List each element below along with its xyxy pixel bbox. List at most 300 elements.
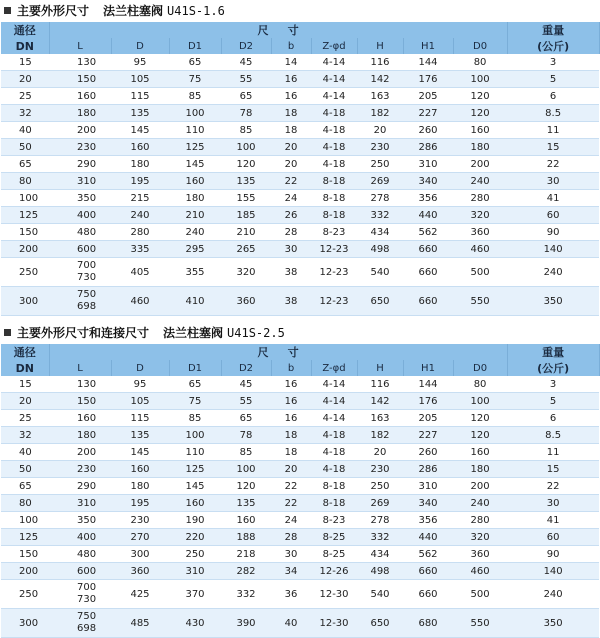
table-cell: 320 [221,258,271,287]
table-cell: 210 [169,207,221,224]
table-cell: 660 [403,287,453,316]
table-cell: 498 [357,241,403,258]
table-cell: 335 [111,241,169,258]
table-cell: 125 [1,207,49,224]
table-row [1,88,599,105]
table-cell: 30 [271,241,311,258]
table-cell: 5 [507,393,599,410]
table-cell: 4-14 [311,88,357,105]
table-cell: 180 [111,156,169,173]
table-row [1,546,599,563]
table-cell: 290 [49,156,111,173]
table-cell: 120 [453,427,507,444]
table-cell: 680 [403,609,453,638]
table-cell: 12-23 [311,258,357,287]
table-cell: 135 [111,427,169,444]
table-cell: 460 [111,287,169,316]
table-cell: 6 [507,88,599,105]
table-row [1,173,599,190]
table-cell: 90 [507,546,599,563]
table-cell: 282 [221,563,271,580]
table-cell: 350 [49,512,111,529]
table-cell: 65 [1,156,49,173]
table-cell: 5 [507,71,599,88]
table-cell: 340 [403,495,453,512]
table-cell: 300 [111,546,169,563]
column-header: D [111,38,169,54]
table-cell: 185 [221,207,271,224]
table-cell: 80 [1,495,49,512]
table-cell: 500 [453,258,507,287]
table-cell: 100 [453,71,507,88]
table-cell: 22 [507,156,599,173]
table-cell: 660 [403,563,453,580]
cell-value: 730 [77,272,97,283]
table-cell: 562 [403,224,453,241]
table-cell: 8.5 [507,105,599,122]
column-header: D1 [169,38,221,54]
weight-unit-header: (公斤) [507,38,599,54]
table-cell: 434 [357,546,403,563]
column-header: H [357,38,403,54]
table-cell: 270 [111,529,169,546]
table-cell: 8-18 [311,495,357,512]
table-cell: 145 [111,122,169,139]
table-cell: 176 [403,393,453,410]
bullet-square-icon [4,7,11,14]
table-cell: 20 [271,156,311,173]
table-cell: 280 [453,512,507,529]
table-cell: 55 [221,393,271,410]
table-cell: 562 [403,546,453,563]
table-cell: 200 [49,444,111,461]
table-cell: 600 [49,241,111,258]
table-cell: 116 [357,54,403,71]
table-cell: 25 [1,410,49,427]
table-cell: 125 [169,139,221,156]
table-cell: 16 [271,376,311,393]
table-cell: 250 [357,478,403,495]
table-cell: 100 [221,461,271,478]
table-cell: 434 [357,224,403,241]
table-cell: 16 [271,88,311,105]
table-cell: 160 [453,122,507,139]
dimensions-header: 尺 寸 [49,22,507,38]
table-cell: 22 [271,478,311,495]
table-cell: 4-14 [311,393,357,410]
table-cell: 3 [507,54,599,71]
column-header: L [49,38,111,54]
column-header: D2 [221,38,271,54]
table-cell: 4-14 [311,54,357,71]
table-cell: 220 [169,529,221,546]
dimensions-header: 尺 寸 [49,344,507,360]
table-cell: 145 [111,444,169,461]
table-cell: 130 [49,54,111,71]
table-cell: 540 [357,580,403,609]
table-cell [49,609,111,638]
table-cell: 355 [169,258,221,287]
table-cell: 350 [49,190,111,207]
table-cell: 360 [221,287,271,316]
table-cell: 20 [1,71,49,88]
table-cell: 20 [357,122,403,139]
table-cell: 20 [357,444,403,461]
table-cell: 100 [221,139,271,156]
table-cell: 145 [169,156,221,173]
table-row [1,427,599,444]
table-cell: 20 [1,393,49,410]
table-cell: 142 [357,393,403,410]
table-cell: 18 [271,427,311,444]
table-cell: 34 [271,563,311,580]
table-cell: 65 [221,410,271,427]
table-cell: 190 [169,512,221,529]
table-cell: 160 [169,173,221,190]
column-header: H1 [403,360,453,376]
table-cell: 100 [169,427,221,444]
table-cell: 180 [453,461,507,478]
table-cell: 280 [453,190,507,207]
table-cell: 18 [271,444,311,461]
table-cell: 32 [1,427,49,444]
table-cell: 200 [1,563,49,580]
column-header: b [271,38,311,54]
table-cell: 205 [403,88,453,105]
table-cell: 230 [49,139,111,156]
table-cell: 95 [111,54,169,71]
table-cell: 100 [169,105,221,122]
table-cell: 55 [221,71,271,88]
table-cell: 240 [507,580,599,609]
table-row [1,444,599,461]
table-cell: 22 [271,495,311,512]
table-cell [49,287,111,316]
table-cell: 40 [1,122,49,139]
table-cell: 8-25 [311,546,357,563]
table-cell: 480 [49,224,111,241]
table-cell: 80 [453,376,507,393]
table-cell: 160 [49,88,111,105]
table-cell: 150 [1,546,49,563]
table-cell: 15 [1,54,49,71]
table-cell: 310 [49,495,111,512]
table-cell: 440 [403,207,453,224]
table-cell: 8-18 [311,207,357,224]
table-cell: 360 [111,563,169,580]
table-row [1,139,599,156]
table-cell: 4-14 [311,376,357,393]
table-cell: 20 [271,139,311,156]
table-cell: 28 [271,224,311,241]
table-cell: 460 [453,241,507,258]
column-header: Z-φd [311,360,357,376]
table-cell: 265 [221,241,271,258]
table-row [1,156,599,173]
table-cell: 16 [271,410,311,427]
section-title-prefix: 主要外形尺寸 [17,4,90,18]
table-cell: 80 [453,54,507,71]
table-cell: 195 [111,495,169,512]
table-row [1,258,599,287]
section-title-model: U41S-1.6 [167,4,225,18]
table-cell: 210 [221,224,271,241]
table-cell: 40 [271,609,311,638]
cell-value: 700 [77,260,97,271]
table-cell: 8-25 [311,529,357,546]
table-cell: 200 [1,241,49,258]
table-cell: 230 [357,139,403,156]
table-cell: 14 [271,54,311,71]
table-cell: 280 [111,224,169,241]
table-cell: 320 [453,529,507,546]
weight-unit-header: (公斤) [507,360,599,376]
table-cell: 360 [453,546,507,563]
table-cell: 15 [507,139,599,156]
table-cell: 110 [169,122,221,139]
table-cell: 85 [169,410,221,427]
table-cell: 180 [49,105,111,122]
table-cell: 36 [271,580,311,609]
table-cell: 38 [271,258,311,287]
table-cell: 160 [111,461,169,478]
table-cell: 250 [357,156,403,173]
section-title-name: 法兰柱塞阀 [163,326,224,340]
table-cell: 12-23 [311,287,357,316]
table-cell: 600 [49,563,111,580]
table-cell: 356 [403,512,453,529]
table-cell: 240 [453,495,507,512]
table-cell: 24 [271,512,311,529]
header-row-bottom [1,38,599,54]
column-header: L [49,360,111,376]
table-cell: 28 [271,529,311,546]
table-row [1,105,599,122]
table-cell: 400 [49,207,111,224]
table-cell: 4-18 [311,444,357,461]
table-cell: 269 [357,173,403,190]
table-cell: 260 [403,444,453,461]
table-cell: 550 [453,609,507,638]
table-cell: 4-18 [311,122,357,139]
table-row [1,563,599,580]
table-cell: 41 [507,512,599,529]
table-cell: 240 [507,258,599,287]
table-cell: 180 [453,139,507,156]
spec-table [1,22,600,316]
table-cell: 650 [357,609,403,638]
table-cell: 6 [507,410,599,427]
table-cell: 350 [507,287,599,316]
table-cell: 11 [507,122,599,139]
table-cell: 20 [271,461,311,478]
table-cell: 85 [221,122,271,139]
table-cell: 24 [271,190,311,207]
column-header: D1 [169,360,221,376]
table-cell: 38 [271,287,311,316]
table-cell: 115 [111,88,169,105]
table-cell: 370 [169,580,221,609]
table-row [1,241,599,258]
column-header: D0 [453,38,507,54]
table-cell: 498 [357,563,403,580]
header-row-bottom [1,360,599,376]
weight-header: 重量 [507,344,599,360]
table-cell: 100 [1,512,49,529]
column-header: D0 [453,360,507,376]
table-cell: 218 [221,546,271,563]
table-row [1,393,599,410]
table-cell: 75 [169,393,221,410]
cell-value: 730 [77,594,97,605]
table-cell: 8-18 [311,190,357,207]
spec-table [1,344,600,638]
table-cell: 180 [111,478,169,495]
table-cell: 540 [357,258,403,287]
table-cell: 182 [357,105,403,122]
table-cell: 120 [453,410,507,427]
table-row [1,190,599,207]
table-cell: 45 [221,376,271,393]
column-header: Z-φd [311,38,357,54]
table-cell: 400 [49,529,111,546]
table-cell: 310 [49,173,111,190]
table-cell: 120 [453,88,507,105]
cell-value: 698 [77,301,97,312]
table-row [1,580,599,609]
table-cell: 65 [169,376,221,393]
table-cell: 41 [507,190,599,207]
table-cell: 120 [453,105,507,122]
table-cell: 286 [403,139,453,156]
table-cell: 100 [1,190,49,207]
table-cell: 300 [1,287,49,316]
table-cell: 90 [507,224,599,241]
table-cell: 145 [169,478,221,495]
header-row-top [1,344,599,360]
table-cell: 125 [1,529,49,546]
table-cell: 22 [271,173,311,190]
spec-section [0,0,600,316]
table-cell: 160 [169,495,221,512]
table-cell: 230 [357,461,403,478]
table-cell: 405 [111,258,169,287]
table-cell: 40 [1,444,49,461]
table-cell: 11 [507,444,599,461]
table-cell: 120 [221,156,271,173]
table-cell: 660 [403,580,453,609]
table-cell: 50 [1,139,49,156]
table-cell: 116 [357,376,403,393]
cell-value: 698 [77,623,97,634]
header-row-top [1,22,599,38]
table-cell: 30 [507,495,599,512]
table-cell: 160 [111,139,169,156]
table-row [1,529,599,546]
table-cell: 163 [357,410,403,427]
table-cell: 250 [169,546,221,563]
table-cell: 12-30 [311,580,357,609]
table-cell: 8-18 [311,173,357,190]
table-cell: 78 [221,427,271,444]
table-cell: 30 [271,546,311,563]
table-cell: 430 [169,609,221,638]
table-cell: 290 [49,478,111,495]
table-cell: 160 [453,444,507,461]
dn-unit-header: DN [1,38,49,54]
table-cell: 310 [403,156,453,173]
table-cell: 135 [221,495,271,512]
table-cell: 110 [169,444,221,461]
table-cell: 125 [169,461,221,478]
table-cell: 278 [357,190,403,207]
table-row [1,495,599,512]
column-header: b [271,360,311,376]
table-cell: 80 [1,173,49,190]
table-cell: 26 [271,207,311,224]
table-cell: 4-14 [311,410,357,427]
table-cell: 332 [357,207,403,224]
table-cell: 550 [453,287,507,316]
bullet-square-icon [4,329,11,336]
table-cell: 350 [507,609,599,638]
table-cell: 240 [453,173,507,190]
table-cell: 300 [1,609,49,638]
table-cell: 105 [111,71,169,88]
table-cell: 4-18 [311,427,357,444]
column-header: D [111,360,169,376]
table-cell: 25 [1,88,49,105]
table-cell: 230 [49,461,111,478]
table-cell: 135 [111,105,169,122]
table-cell: 8-23 [311,512,357,529]
column-header: H [357,360,403,376]
table-cell: 142 [357,71,403,88]
table-cell: 140 [507,241,599,258]
table-cell: 440 [403,529,453,546]
table-cell: 269 [357,495,403,512]
weight-header: 重量 [507,22,599,38]
table-cell: 60 [507,529,599,546]
table-cell: 180 [169,190,221,207]
table-cell: 32 [1,105,49,122]
table-cell: 410 [169,287,221,316]
section-title-model: U41S-2.5 [227,326,285,340]
table-row [1,512,599,529]
table-cell: 227 [403,427,453,444]
table-cell: 8-23 [311,224,357,241]
column-header: D2 [221,360,271,376]
table-cell: 12-26 [311,563,357,580]
table-cell: 18 [271,122,311,139]
table-cell: 16 [271,71,311,88]
table-cell: 340 [403,173,453,190]
table-cell: 8.5 [507,427,599,444]
table-cell: 200 [49,122,111,139]
table-row [1,478,599,495]
table-cell: 205 [403,410,453,427]
table-cell: 144 [403,54,453,71]
table-cell: 16 [271,393,311,410]
table-row [1,461,599,478]
table-cell: 15 [1,376,49,393]
table-row [1,376,599,393]
table-cell: 200 [453,478,507,495]
table-cell: 105 [111,393,169,410]
table-cell: 650 [357,287,403,316]
section-title-name: 法兰柱塞阀 [103,4,164,18]
table-cell: 4-14 [311,71,357,88]
